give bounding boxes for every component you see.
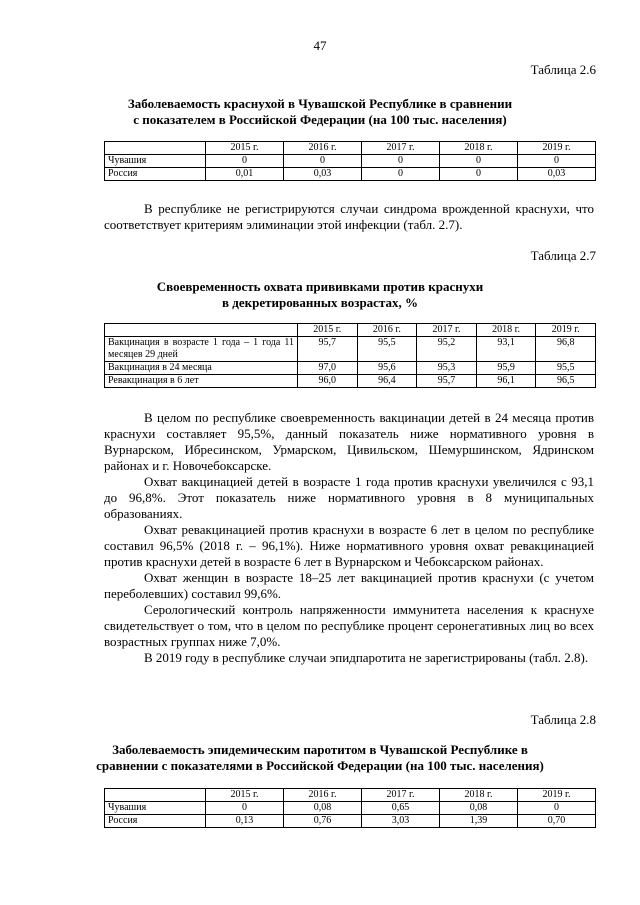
table-cell: 95,5: [357, 337, 417, 362]
table-header-cell: 2018 г.: [440, 789, 518, 802]
table-cell: 0: [362, 155, 440, 168]
table-row: [105, 802, 596, 815]
table-header-cell: 2017 г.: [362, 142, 440, 155]
table-cell: 0,13: [206, 815, 284, 828]
row-label: Ревакцинация в 6 лет: [105, 375, 298, 388]
table-header-cell: 2019 г.: [518, 142, 596, 155]
paragraph-text: В республике не регистрируются случаи синдрома врожденной краснухи, что соответствует критериям элиминации этой инфекции (табл. 2.7).: [104, 201, 594, 232]
table-cell: 3,03: [362, 815, 440, 828]
table-cell: 95,7: [417, 375, 477, 388]
table-cell: 0: [206, 802, 284, 815]
table-cell: 0,76: [284, 815, 362, 828]
paragraph-1: [104, 201, 594, 233]
table-row: [105, 362, 596, 375]
page-number: 47: [313, 38, 327, 53]
table-cell: 0,08: [440, 802, 518, 815]
table-row: [105, 815, 596, 828]
row-label: Вакцинация в 24 месяца: [105, 362, 298, 375]
table-corner-cell: [105, 789, 206, 802]
table-cell: 0: [518, 155, 596, 168]
table-cell: 0: [362, 168, 440, 181]
table-cell: 0: [206, 155, 284, 168]
table-cell: 0,03: [518, 168, 596, 181]
table-2-7-title-line1: Своевременность охвата прививками против краснухи: [156, 279, 484, 294]
table-cell: 0: [284, 155, 362, 168]
table-header-cell: 2017 г.: [417, 324, 477, 337]
table-header-cell: 2016 г.: [284, 789, 362, 802]
table-header-cell: 2015 г.: [206, 142, 284, 155]
table-cell: 95,3: [417, 362, 477, 375]
table-2-6-title-line1: Заболеваемость краснухой в Чувашской Республике в сравнении: [127, 96, 513, 111]
table-cell: 0,03: [284, 168, 362, 181]
paragraph-text: Охват вакцинацией детей в возрасте 1 года против краснухи увеличился с 93,1 до 96,8%. Этот показатель ниже нормативного уровня в 8 муниципальных образованиях.: [104, 474, 594, 521]
table-corner-cell: [105, 142, 206, 155]
table-row: [105, 155, 596, 168]
table-cell: 95,5: [536, 362, 596, 375]
table-cell: 0,70: [518, 815, 596, 828]
table-header-cell: 2019 г.: [518, 789, 596, 802]
paragraph-text: Серологический контроль напряженности иммунитета населения к краснухе свидетельствует о том, что в целом по республике процент серонегативных лиц во всех возрастных группах ниже 7,0%.: [104, 602, 594, 649]
table-2-6: [104, 141, 596, 181]
table-row: [105, 375, 596, 388]
table-cell: 96,4: [357, 375, 417, 388]
row-label: Чувашия: [105, 155, 206, 168]
table-row: [105, 337, 596, 362]
table-cell: 95,2: [417, 337, 477, 362]
table-2-7-title-line2: в декретированных возрастах, %: [222, 295, 418, 310]
paragraph-text: Охват ревакцинацией против краснухи в возрасте 6 лет в целом по республике составил 96,5% (2018 г. – 96,1%). Ниже нормативного уровня охват ревакцинацией против краснухи детей в возрасте 6 лет в Вурнарском и Чебоксарском районах.: [104, 522, 594, 569]
table-header-cell: 2015 г.: [298, 324, 358, 337]
table-2-8: [104, 788, 596, 828]
table-cell: 96,1: [476, 375, 536, 388]
table-cell: 0: [440, 168, 518, 181]
table-header-cell: 2016 г.: [357, 324, 417, 337]
table-header-row: [105, 324, 596, 337]
paragraph-text: В целом по республике своевременность вакцинации детей в 24 месяца против краснухи составляет 95,5%, данный показатель ниже нормативного уровня в Вурнарском, Ибресинском, Урмарском, Цивильском, Шемуршинском, Ядринском районах и г. Новочебоксарске.: [104, 410, 594, 473]
row-label: Вакцинация в возрасте 1 года – 1 года 11 месяцев 29 дней: [105, 337, 298, 362]
table-row: [105, 168, 596, 181]
table-cell: 95,9: [476, 362, 536, 375]
table-2-6-title-line2: с показателем в Российской Федерации (на 100 тыс. населения): [133, 112, 507, 127]
table-cell: 93,1: [476, 337, 536, 362]
row-label: Россия: [105, 168, 206, 181]
table-cell: 97,0: [298, 362, 358, 375]
table-header-row: [105, 789, 596, 802]
table-2-6-label: Таблица 2.6: [530, 62, 596, 77]
paragraph-text: Охват женщин в возрасте 18–25 лет вакцинацией против краснухи (с учетом переболевших) составил 99,6%.: [104, 570, 594, 601]
table-2-7: [104, 323, 596, 388]
table-2-6-title: [80, 96, 560, 128]
table-header-cell: 2015 г.: [206, 789, 284, 802]
table-header-cell: 2018 г.: [476, 324, 536, 337]
table-cell: 96,5: [536, 375, 596, 388]
table-2-8-title: [70, 742, 570, 774]
table-cell: 0: [440, 155, 518, 168]
table-2-8-title-line1: Заболеваемость эпидемическим паротитом в Чувашской Республике в: [112, 742, 528, 757]
table-cell: 96,8: [536, 337, 596, 362]
table-2-7-label: Таблица 2.7: [530, 248, 596, 263]
row-label: Чувашия: [105, 802, 206, 815]
table-cell: 96,0: [298, 375, 358, 388]
table-corner-cell: [105, 324, 298, 337]
table-header-cell: 2016 г.: [284, 142, 362, 155]
table-header-row: [105, 142, 596, 155]
table-header-cell: 2019 г.: [536, 324, 596, 337]
table-2-7-title: [80, 279, 560, 311]
table-cell: 95,7: [298, 337, 358, 362]
table-header-cell: 2018 г.: [440, 142, 518, 155]
table-cell: 0,08: [284, 802, 362, 815]
table-cell: 95,6: [357, 362, 417, 375]
table-header-cell: 2017 г.: [362, 789, 440, 802]
table-2-8-title-line2: сравнении с показателями в Российской Федерации (на 100 тыс. населения): [96, 758, 544, 773]
paragraph-text: В 2019 году в республике случаи эпидпаротита не зарегистрированы (табл. 2.8).: [144, 650, 589, 665]
table-2-8-label: Таблица 2.8: [530, 712, 596, 727]
row-label: Россия: [105, 815, 206, 828]
table-cell: 0,01: [206, 168, 284, 181]
body-text: [104, 410, 594, 666]
table-cell: 0: [518, 802, 596, 815]
table-cell: 0,65: [362, 802, 440, 815]
table-cell: 1,39: [440, 815, 518, 828]
